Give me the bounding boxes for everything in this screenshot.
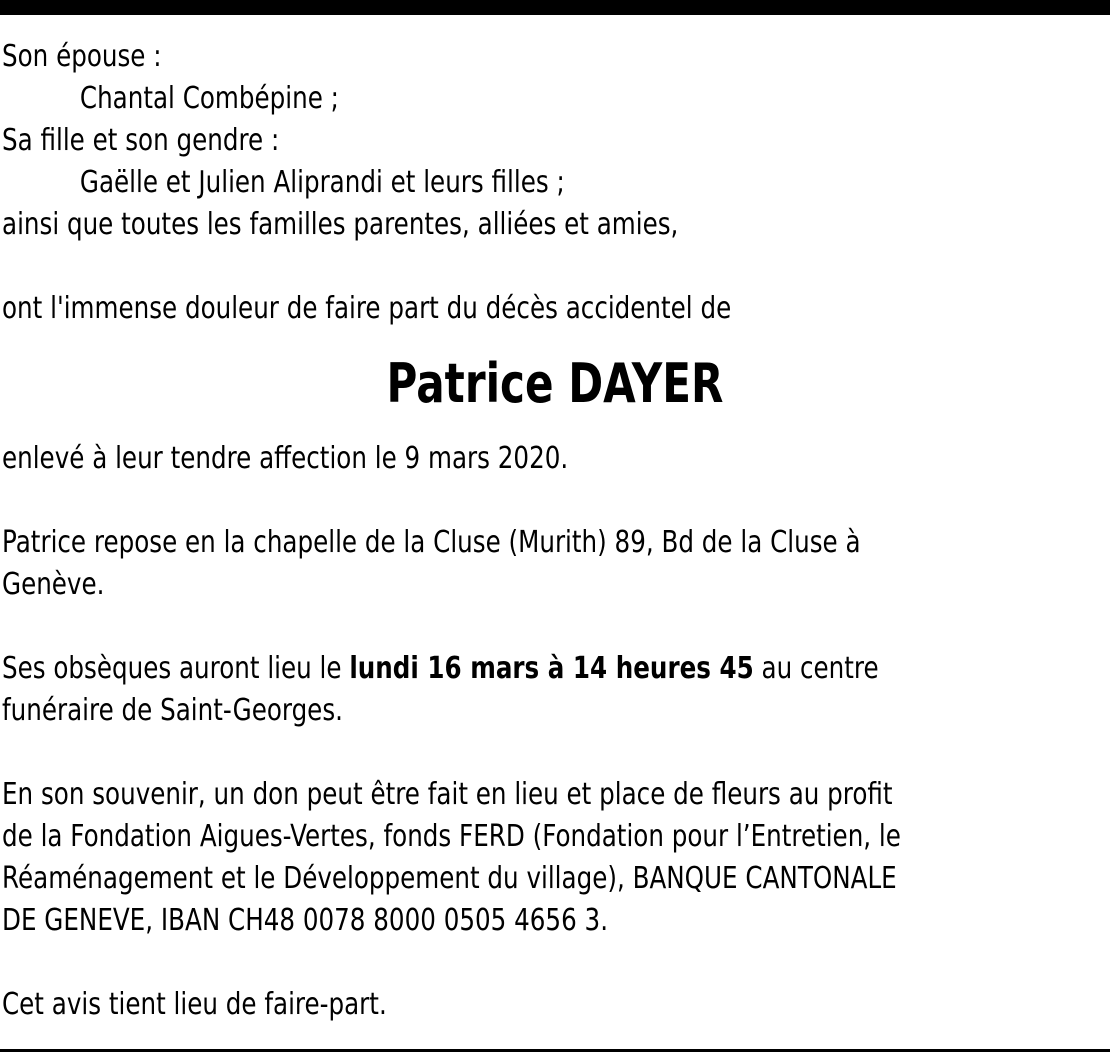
deceased-name: Patrice DAYER bbox=[386, 352, 724, 415]
spacer bbox=[2, 246, 1108, 288]
spacer bbox=[2, 942, 1108, 984]
funeral-line-1 bbox=[2, 648, 909, 690]
donation-line-2: de la Fondation Aigues-Vertes, fonds FERD (Fondation pour l’Entretien, le bbox=[2, 819, 901, 854]
donation-line-4: DE GENEVE, IBAN CH48 0078 8000 0505 4656 3. bbox=[2, 903, 609, 938]
resting-place-line-2: Genève. bbox=[2, 567, 105, 602]
funeral-datetime: lundi 16 mars à 14 heures 45 bbox=[349, 651, 754, 686]
obituary-notice bbox=[2, 36, 1108, 1026]
funeral-prefix: Ses obsèques auront lieu le bbox=[2, 651, 350, 686]
resting-place-line-1: Patrice repose en la chapelle de la Cluse (Murith) 89, Bd de la Cluse à bbox=[2, 525, 861, 560]
funeral-suffix: au centre bbox=[753, 651, 879, 686]
closing-line: Cet avis tient lieu de faire-part. bbox=[2, 987, 387, 1022]
children-names: Gaëlle et Julien Aliprandi et leurs filles ; bbox=[79, 165, 565, 200]
extended-family-line: ainsi que toutes les familles parentes, alliées et amies, bbox=[2, 207, 679, 242]
bottom-border-rule bbox=[0, 1049, 1110, 1052]
spouse-heading: Son épouse : bbox=[2, 39, 162, 74]
spouse-name: Chantal Combépine ; bbox=[79, 81, 339, 116]
spacer bbox=[2, 606, 1108, 648]
date-of-death-line: enlevé à leur tendre affection le 9 mars 2020. bbox=[2, 441, 569, 476]
donation-line-1: En son souvenir, un don peut être fait en lieu et place de fleurs au profit bbox=[2, 777, 893, 812]
announcement-line: ont l'immense douleur de faire part du décès accidentel de bbox=[2, 291, 732, 326]
children-heading: Sa fille et son gendre : bbox=[2, 123, 280, 158]
deceased-name-block bbox=[2, 330, 1108, 438]
donation-line-3: Réaménagement et le Développement du village), BANQUE CANTONALE bbox=[2, 861, 897, 896]
funeral-line-2: funéraire de Saint-Georges. bbox=[2, 693, 343, 728]
top-border-rule bbox=[0, 0, 1110, 15]
spacer bbox=[2, 732, 1108, 774]
spacer bbox=[2, 480, 1108, 522]
